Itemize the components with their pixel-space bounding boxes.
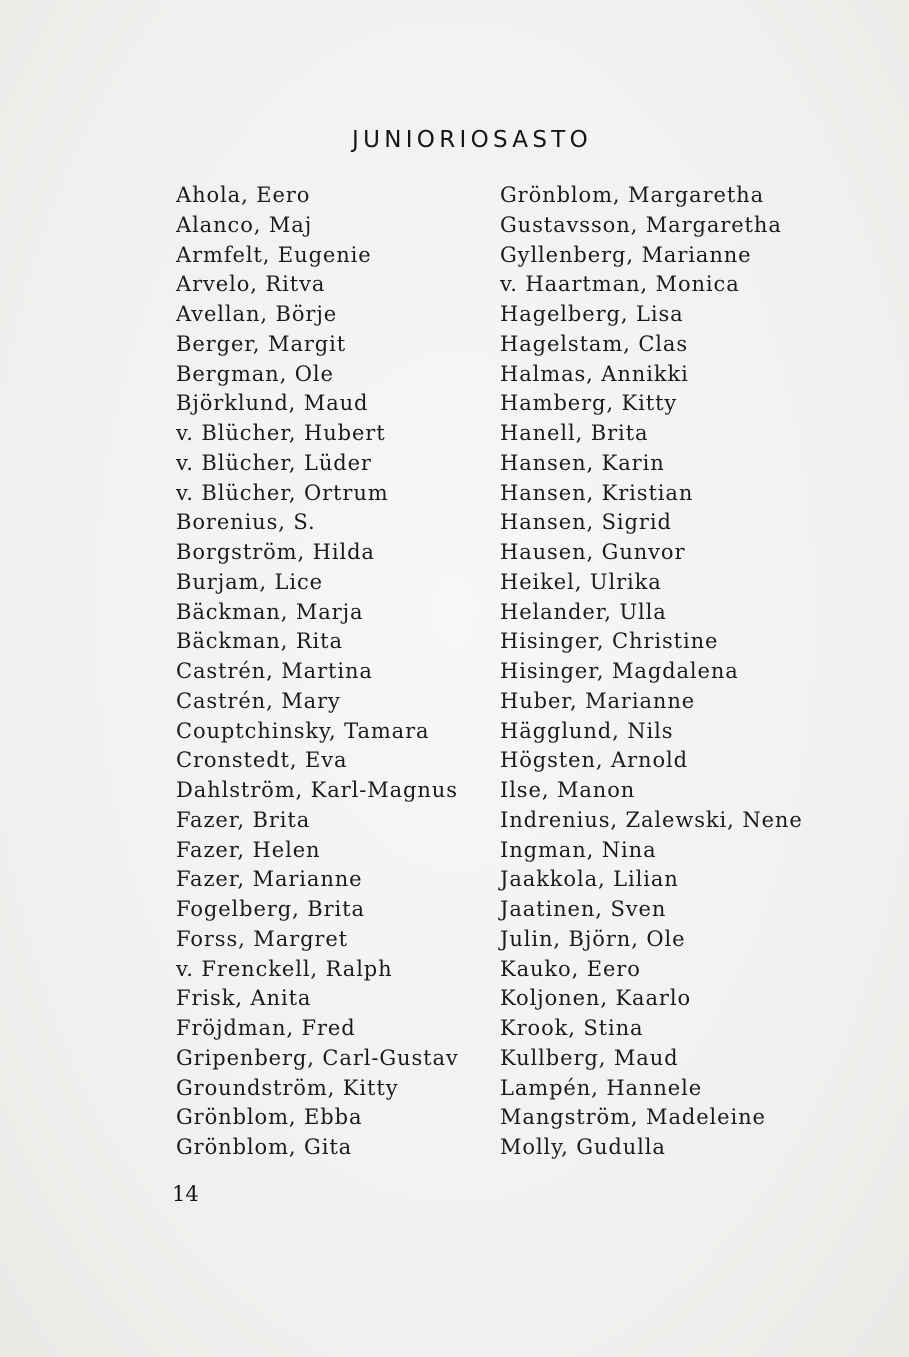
list-item: Jaakkola, Lilian xyxy=(500,867,679,892)
list-item: Arvelo, Ritva xyxy=(176,272,326,297)
list-item: Bäckman, Rita xyxy=(176,629,343,654)
list-item: v. Blücher, Hubert xyxy=(176,421,386,445)
list-item: Gripenberg, Carl-Gustav xyxy=(176,1045,459,1070)
list-item: Hansen, Kristian xyxy=(500,480,694,505)
list-item: Couptchinsky, Tamara xyxy=(176,718,430,743)
list-item: Avellan, Börje xyxy=(176,302,338,326)
list-item: Ahola, Eero xyxy=(176,183,311,207)
list-item: Högsten, Arnold xyxy=(500,748,688,773)
name-list-left xyxy=(176,181,459,1163)
list-item: Gustavsson, Margaretha xyxy=(500,212,782,237)
list-item: Hisinger, Magdalena xyxy=(500,659,739,683)
list-item: Fazer, Marianne xyxy=(176,867,363,892)
list-item: Grönblom, Ebba xyxy=(176,1105,363,1130)
list-item: Hansen, Sigrid xyxy=(500,510,672,535)
list-item: v. Haartman, Monica xyxy=(500,272,740,297)
list-item: v. Blücher, Ortrum xyxy=(176,480,389,505)
section-heading: JUNIORIOSASTO xyxy=(352,127,592,153)
list-item: Fazer, Helen xyxy=(176,837,321,862)
list-item: Armfelt, Eugenie xyxy=(176,242,372,267)
list-item: Kullberg, Maud xyxy=(500,1045,679,1070)
list-item: Grönblom, Margaretha xyxy=(500,183,765,207)
list-item: Hausen, Gunvor xyxy=(500,540,686,564)
list-item: Grönblom, Gita xyxy=(176,1135,353,1159)
list-item: Hagelstam, Clas xyxy=(500,331,689,356)
list-item: Bäckman, Marja xyxy=(176,599,364,624)
name-list-right xyxy=(500,181,803,1163)
list-item: Bergman, Ole xyxy=(176,361,334,386)
list-item: Hagelberg, Lisa xyxy=(500,302,684,326)
list-item: Borgström, Hilda xyxy=(176,540,375,564)
list-item: Koljonen, Kaarlo xyxy=(500,986,691,1011)
list-item: Ilse, Manon xyxy=(500,778,636,802)
list-item: Frisk, Anita xyxy=(176,986,312,1011)
list-item: Ingman, Nina xyxy=(500,837,657,862)
list-item: Halmas, Annikki xyxy=(500,361,689,386)
list-item: Dahlström, Karl-Magnus xyxy=(176,778,458,802)
list-item: Castrén, Mary xyxy=(176,688,341,713)
list-item: Hisinger, Christine xyxy=(500,629,719,654)
list-item: Mangström, Madeleine xyxy=(500,1105,766,1130)
list-item: Krook, Stina xyxy=(500,1016,644,1040)
page-number: 14 xyxy=(172,1182,199,1206)
list-item: Fröjdman, Fred xyxy=(176,1016,356,1040)
list-item: Hansen, Karin xyxy=(500,450,665,475)
list-item: Forss, Margret xyxy=(176,926,349,951)
list-item: Hamberg, Kitty xyxy=(500,391,678,416)
list-item: Björklund, Maud xyxy=(176,391,369,416)
list-item: Fogelberg, Brita xyxy=(176,897,365,921)
list-item: Castrén, Martina xyxy=(176,659,373,683)
list-item: Jaatinen, Sven xyxy=(500,897,667,921)
list-item: Huber, Marianne xyxy=(500,688,696,713)
list-item: Fazer, Brita xyxy=(176,807,311,832)
list-item: Helander, Ulla xyxy=(500,599,667,624)
list-item: v. Frenckell, Ralph xyxy=(176,956,393,981)
list-item: Julin, Björn, Ole xyxy=(500,926,686,951)
list-item: Alanco, Maj xyxy=(176,212,313,237)
list-item: Berger, Margit xyxy=(176,331,347,356)
list-item: Groundström, Kitty xyxy=(176,1075,399,1100)
list-item: Cronstedt, Eva xyxy=(176,748,348,773)
list-item: Lampén, Hannele xyxy=(500,1075,703,1100)
list-item: Hägglund, Nils xyxy=(500,718,674,743)
list-item: Borenius, S. xyxy=(176,510,316,535)
list-item: Heikel, Ulrika xyxy=(500,569,662,594)
list-item: Gyllenberg, Marianne xyxy=(500,242,752,267)
list-item: Hanell, Brita xyxy=(500,421,649,445)
list-item: Indrenius, Zalewski, Nene xyxy=(500,807,803,832)
list-item: Molly, Gudulla xyxy=(500,1135,666,1159)
list-item: Burjam, Lice xyxy=(176,569,323,594)
list-item: v. Blücher, Lüder xyxy=(176,450,372,475)
list-item: Kauko, Eero xyxy=(500,956,641,981)
